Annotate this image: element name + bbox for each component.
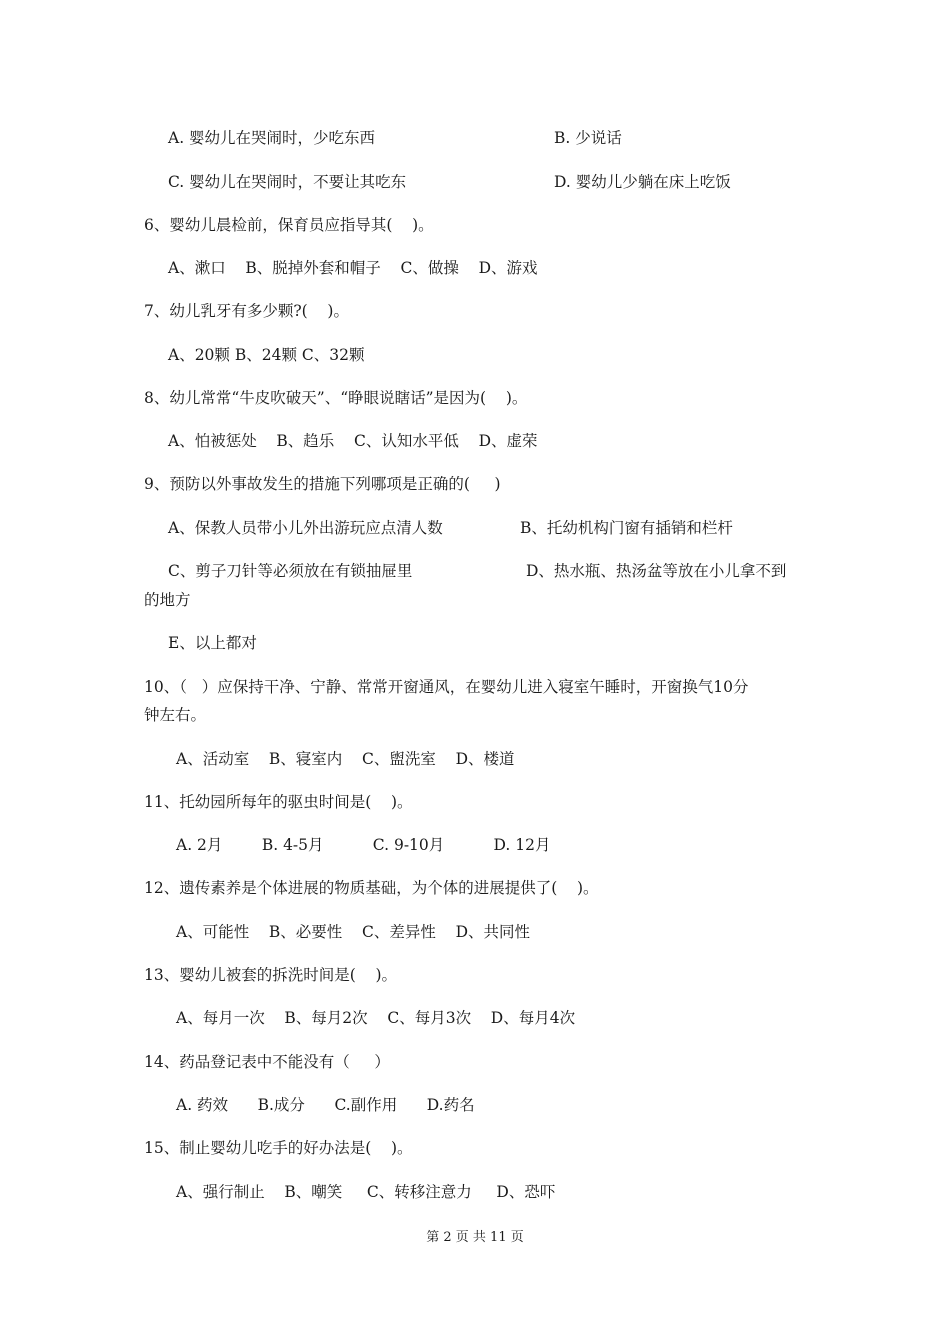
q9-option-d-continued: 的地方 bbox=[144, 591, 191, 609]
q5-option-b: B. 少说话 bbox=[554, 129, 622, 147]
q10-stem-line2: 钟左右。 bbox=[144, 706, 207, 724]
q13-options: A、每月一次 B、每月2次 C、每月3次 D、每月4次 bbox=[176, 1009, 576, 1027]
q12-stem: 12、遗传素养是个体进展的物质基础，为个体的进展提供了( )。 bbox=[144, 879, 599, 897]
q9-option-e: E、以上都对 bbox=[168, 634, 257, 652]
q8-options: A、怕被惩处 B、趋乐 C、认知水平低 D、虚荣 bbox=[168, 432, 538, 450]
q9-option-d: D、热水瓶、热汤盆等放在小儿拿不到 bbox=[526, 562, 787, 580]
q13-stem: 13、婴幼儿被套的拆洗时间是( )。 bbox=[144, 966, 398, 984]
q9-stem: 9、预防以外事故发生的措施下列哪项是正确的( ) bbox=[144, 475, 501, 493]
q5-option-a: A. 婴幼儿在哭闹时，少吃东西 bbox=[168, 129, 376, 147]
page-footer: 第 2 页 共 11 页 bbox=[426, 1230, 524, 1245]
q11-options: A. 2月 B. 4-5月 C. 9-10月 D. 12月 bbox=[176, 836, 551, 854]
q15-options: A、强行制止 B、嘲笑 C、转移注意力 D、恐吓 bbox=[176, 1183, 556, 1201]
q6-options: A、漱口 B、脱掉外套和帽子 C、做操 D、游戏 bbox=[168, 259, 538, 277]
q7-options: A、20颗 B、24颗 C、32颗 bbox=[168, 346, 365, 364]
q7-stem: 7、幼儿乳牙有多少颗?( )。 bbox=[144, 302, 349, 320]
q10-stem-line1: 10、（ ）应保持干净、宁静、常常开窗通风，在婴幼儿进入寝室午睡时，开窗换气10分 bbox=[144, 678, 749, 696]
q9-option-a: A、保教人员带小儿外出游玩应点清人数 bbox=[168, 519, 443, 537]
q10-options: A、活动室 B、寝室内 C、盥洗室 D、楼道 bbox=[176, 750, 515, 768]
q15-stem: 15、制止婴幼儿吃手的好办法是( )。 bbox=[144, 1139, 413, 1157]
q14-options: A. 药效 B.成分 C.副作用 D.药名 bbox=[176, 1096, 475, 1114]
q14-stem: 14、药品登记表中不能没有（ ） bbox=[144, 1053, 390, 1071]
q5-option-c: C. 婴幼儿在哭闹时，不要让其吃东 bbox=[168, 173, 407, 191]
q11-stem: 11、托幼园所每年的驱虫时间是( )。 bbox=[144, 793, 413, 811]
q6-stem: 6、婴幼儿晨检前，保育员应指导其( )。 bbox=[144, 216, 434, 234]
q9-option-c: C、剪子刀针等必须放在有锁抽屉里 bbox=[168, 562, 413, 580]
q9-option-b: B、托幼机构门窗有插销和栏杆 bbox=[520, 519, 733, 537]
q8-stem: 8、幼儿常常“牛皮吹破天”、“睁眼说瞎话”是因为( )。 bbox=[144, 389, 528, 407]
q12-options: A、可能性 B、必要性 C、差异性 D、共同性 bbox=[176, 923, 530, 941]
q5-option-d: D. 婴幼儿少躺在床上吃饭 bbox=[554, 173, 731, 191]
